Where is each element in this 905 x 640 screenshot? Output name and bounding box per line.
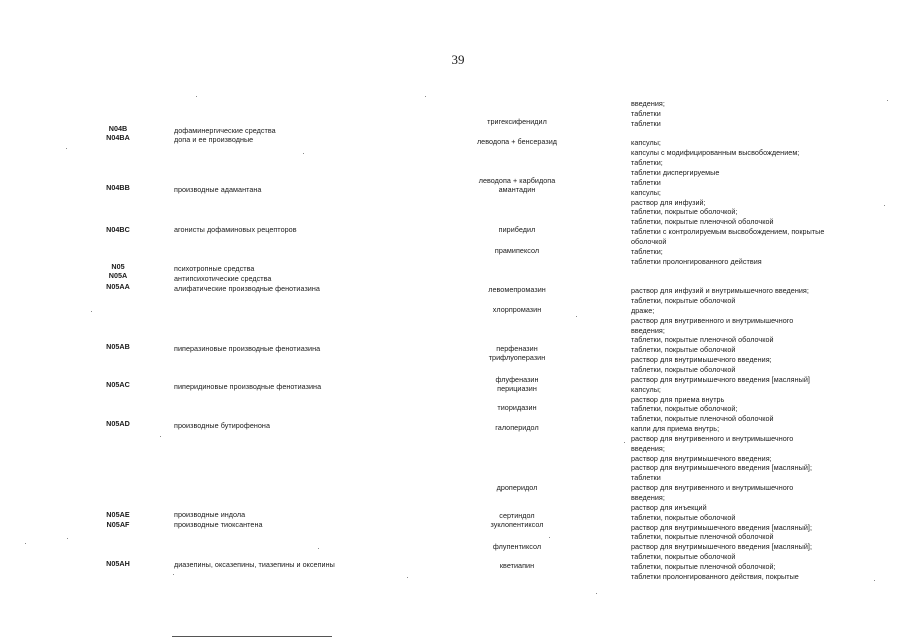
drug-name: перфеназин: [496, 344, 538, 353]
drug-name: леводопа + карбидопа: [478, 176, 556, 185]
dosage-form-line: раствор для внутримышечного введения;: [631, 355, 772, 365]
dosage-form-line: таблетки, покрытые оболочкой: [631, 552, 736, 562]
speck: [66, 148, 67, 149]
dosage-form-line: раствор для внутривенного и внутримышечного: [631, 433, 794, 443]
atc-code: N05AB: [106, 342, 130, 351]
dosage-form-line: таблетки, покрытые оболочкой: [631, 345, 736, 355]
atc-group-name: пиперидиновые производные фенотиазина: [174, 382, 322, 391]
speck: [407, 577, 408, 578]
dosage-form-line: раствор для внутримышечного введения [масляный];: [631, 463, 812, 473]
speck: [67, 538, 68, 539]
atc-group-name: производные тиоксантена: [174, 520, 263, 529]
drug-name: прамипексол: [494, 246, 540, 255]
atc-code: N04BA: [106, 133, 130, 142]
speck: [318, 548, 319, 549]
dosage-form-line: таблетки: [631, 118, 661, 128]
dosage-form-line: драже;: [631, 305, 655, 315]
drug-name: флуфеназин: [495, 375, 539, 384]
atc-code: N05AH: [106, 559, 130, 568]
dosage-form-line: таблетки диспергируемые: [631, 167, 720, 177]
drug-name: галоперидол: [495, 423, 539, 432]
dosage-form-line: раствор для внутримышечного введения [масляный]: [631, 374, 810, 384]
speck: [303, 153, 304, 154]
dosage-form-line: таблетки, покрытые оболочкой;: [631, 404, 738, 414]
drug-name: перициазин: [497, 384, 537, 393]
atc-group-name: психотропные средства: [174, 264, 255, 273]
dosage-form-line: таблетки;: [631, 246, 663, 256]
dosage-form-line: таблетки, покрытые оболочкой;: [631, 207, 738, 217]
speck: [25, 543, 26, 544]
dosage-form-line: таблетки: [631, 108, 661, 118]
dosage-form-line: раствор для внутривенного и внутримышечного: [631, 315, 794, 325]
drug-name: сертиндол: [499, 511, 535, 520]
dosage-form-line: оболочкой: [631, 236, 667, 246]
atc-code: N05AF: [106, 520, 130, 529]
atc-code: N04BC: [106, 225, 130, 234]
atc-code: N05: [111, 262, 125, 271]
atc-code: N05AE: [106, 510, 130, 519]
atc-code: N05AD: [106, 419, 130, 428]
drug-name: тригексифенидил: [487, 117, 547, 126]
atc-group-name: диазепины, оксазепины, тиазепины и оксепины: [174, 560, 335, 569]
speck: [425, 96, 426, 97]
dosage-form-line: раствор для инъекций: [631, 502, 707, 512]
speck: [173, 574, 174, 575]
atc-code: N04BB: [106, 183, 130, 192]
dosage-form-line: таблетки с контролируемым высвобождением, покрытые: [631, 227, 825, 237]
speck: [624, 442, 625, 443]
dosage-form-line: раствор для внутримышечного введения;: [631, 453, 772, 463]
speck: [196, 96, 197, 97]
drug-name: зуклопентиксол: [490, 520, 544, 529]
drug-name: трифлуоперазин: [488, 353, 546, 362]
drug-name: хлорпромазин: [492, 305, 542, 314]
speck: [549, 537, 550, 538]
dosage-form-line: раствор для внутримышечного введения [масляный];: [631, 542, 812, 552]
atc-code: N05A: [108, 271, 128, 280]
atc-group-name: пиперазиновые производные фенотиазина: [174, 344, 321, 353]
dosage-form-line: раствор для внутримышечного введения [масляный];: [631, 522, 812, 532]
dosage-form-line: раствор для инфузий;: [631, 197, 706, 207]
dosage-form-line: раствор для инфузий и внутримышечного введения;: [631, 286, 809, 296]
atc-group-name: допа и ее производные: [174, 135, 254, 144]
dosage-form-line: таблетки, покрытые пленочной оболочкой: [631, 217, 774, 227]
dosage-form-line: введения;: [631, 99, 665, 108]
drug-name: пирибедил: [498, 225, 536, 234]
dosage-form-line: таблетки, покрытые пленочной оболочкой: [631, 414, 774, 424]
footnote-rule: [172, 636, 332, 637]
atc-group-name: производные индола: [174, 510, 246, 519]
dosage-form-line: введения;: [631, 493, 665, 502]
atc-group-name: производные адамантана: [174, 185, 262, 194]
dosage-form-line: таблетки;: [631, 158, 663, 168]
dosage-form-line: таблетки, покрытые пленочной оболочкой;: [631, 561, 776, 571]
speck: [884, 205, 885, 206]
dosage-form-line: капсулы;: [631, 187, 661, 197]
dosage-form-line: таблетки, покрытые пленочной оболочкой: [631, 532, 774, 542]
dosage-form-line: таблетки, покрытые пленочной оболочкой: [631, 335, 774, 345]
atc-group-name: агонисты дофаминовых рецепторов: [174, 225, 297, 234]
dosage-form-line: таблетки пролонгированного действия, покрытые: [631, 571, 799, 581]
dosage-form-line: таблетки: [631, 177, 661, 187]
dosage-form-line: раствор для внутривенного и внутримышечного: [631, 483, 794, 493]
atc-group-name: антипсихотические средства: [174, 274, 272, 283]
speck: [160, 436, 161, 437]
drug-name: левомепромазин: [488, 285, 546, 294]
dosage-form-line: раствор для приема внутрь: [631, 394, 725, 404]
drug-name: амантадин: [498, 185, 536, 194]
atc-code: N05AC: [106, 380, 130, 389]
dosage-form-line: таблетки пролонгированного действия: [631, 256, 762, 266]
dosage-form-line: таблетки, покрытые оболочкой: [631, 512, 736, 522]
drug-name: флупентиксол: [492, 542, 542, 551]
atc-group-name: производные бутирофенона: [174, 421, 270, 430]
speck: [874, 580, 875, 581]
dosage-form-line: таблетки, покрытые оболочкой: [631, 296, 736, 305]
page-number: 39: [451, 52, 465, 67]
drug-name: дроперидол: [496, 483, 538, 492]
atc-code: N04B: [108, 124, 128, 133]
dosage-form-line: таблетки: [631, 473, 661, 483]
dosage-form-line: введения;: [631, 443, 665, 453]
speck: [91, 311, 92, 312]
dosage-form-line: капсулы;: [631, 384, 661, 394]
atc-group-name: алифатические производные фенотиазина: [174, 284, 320, 293]
speck: [887, 100, 888, 101]
dosage-form-line: капли для приема внутрь;: [631, 424, 720, 434]
speck: [596, 593, 597, 594]
speck: [576, 316, 577, 317]
drug-name: кветиапин: [499, 561, 535, 570]
dosage-form-line: капсулы;: [631, 138, 661, 148]
atc-code: N05AA: [106, 282, 130, 291]
atc-group-name: дофаминергические средства: [174, 126, 276, 135]
dosage-form-line: капсулы с модифицированным высвобождением;: [631, 148, 800, 158]
drug-name: леводопа + бенсеразид: [476, 137, 558, 146]
dosage-form-line: таблетки, покрытые оболочкой: [631, 364, 736, 374]
drug-name: тиоридазин: [497, 403, 537, 412]
dosage-form-line: введения;: [631, 325, 665, 335]
